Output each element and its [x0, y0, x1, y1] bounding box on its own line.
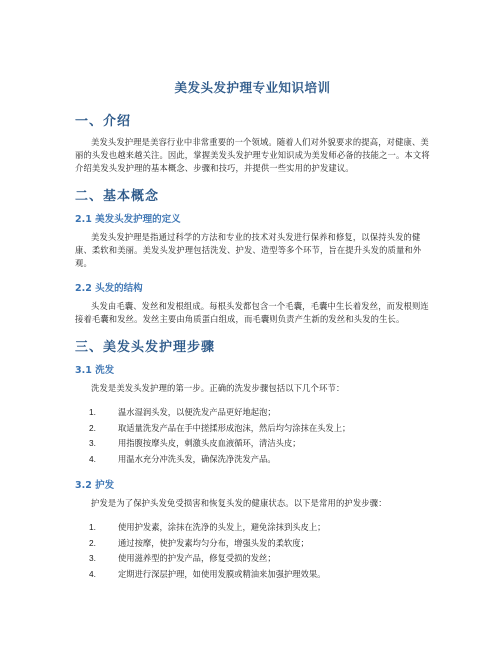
- subsection-paragraph-3-2: 护发是为了保护头发免受损害和恢复头发的健康状态。以下是常用的护发步骤：: [91, 498, 387, 508]
- care-steps-list: [75, 520, 430, 582]
- wash-steps-list: [75, 405, 430, 467]
- document-title: 美发头发护理专业知识培训: [174, 80, 331, 95]
- list-item: [75, 520, 430, 536]
- subsection-heading-2-1: 2.1 美发头发护理的定义: [75, 214, 181, 225]
- list-item-text: 使用护发素，涂抹在洗净的头发上，避免涂抹到头皮上；: [118, 522, 326, 532]
- list-item-number: 2.: [89, 537, 96, 548]
- list-item: [75, 421, 430, 437]
- list-item: [75, 551, 430, 567]
- section-heading-intro: 一、介绍: [75, 114, 132, 129]
- section-heading-steps: 三、美发头发护理步骤: [75, 340, 216, 355]
- list-item: [75, 567, 430, 583]
- subsection-heading-3-2: 3.2 护发: [75, 480, 115, 491]
- list-item-number: 3.: [89, 438, 96, 448]
- list-item-number: 2.: [89, 422, 96, 433]
- subsection-paragraph-2-2: 头发由毛囊、发丝和发根组成。每根头发都包含一个毛囊，毛囊中生长着发丝，而发根则连接着毛囊和发丝。发丝主要由角质蛋白组成，而毛囊则负责产生新的发丝和头发的生长。: [75, 301, 429, 324]
- list-item: [75, 405, 430, 421]
- list-item-text: 温水湿润头发，以便洗发产品更好地起泡；: [118, 407, 276, 417]
- subsection-paragraph-2-1: 美发头发护理是指通过科学的方法和专业的技术对头发进行保养和修复，以保持头发的健康、柔软和美丽。美发头发护理包括洗发、护发、造型等多个环节，旨在提升头发的质量和外观。: [75, 232, 422, 268]
- list-item-number: 4.: [89, 568, 96, 579]
- subsection-heading-3-1: 3.1 洗发: [75, 365, 115, 376]
- list-item-text: 用温水充分冲洗头发，确保洗净洗发产品。: [118, 453, 276, 464]
- subsection-heading-2-2: 2.2 头发的结构: [75, 283, 143, 294]
- list-item-number: 1.: [89, 407, 96, 417]
- list-item-text: 定期进行深层护理，如使用发膜或精油来加强护理效果。: [118, 568, 326, 579]
- list-item-text: 用指腹按摩头皮，刺激头皮血液循环，清洁头皮；: [118, 438, 301, 448]
- list-item: [75, 452, 430, 468]
- list-item-text: 通过按摩，使护发素均匀分布，增强头发的柔软度；: [118, 537, 309, 548]
- list-item-number: 4.: [89, 453, 96, 464]
- list-item-number: 3.: [89, 553, 96, 563]
- list-item: [75, 436, 430, 452]
- list-item: [75, 536, 430, 552]
- list-item-text: 使用滋养型的护发产品，修复受损的发丝；: [118, 553, 276, 563]
- section-paragraph-intro: 美发头发护理是美容行业中非常重要的一个领域。随着人们对外貌要求的提高，对健康、美丽的头发也越来越关注。因此，掌握美发头发护理专业知识成为美发师必备的技能之一。本文将介绍美发头发护理的基本概念、步骤和技巧，并提供一些实用的护发建议。: [75, 137, 430, 173]
- subsection-paragraph-3-1: 洗发是美发头发护理的第一步。正确的洗发步骤包括以下几个环节：: [91, 383, 345, 393]
- section-heading-basics: 二、基本概念: [75, 189, 160, 204]
- list-item-number: 1.: [89, 522, 96, 532]
- list-item-text: 取适量洗发产品在手中搓揉形成泡沫，然后均匀涂抹在头发上；: [118, 422, 351, 433]
